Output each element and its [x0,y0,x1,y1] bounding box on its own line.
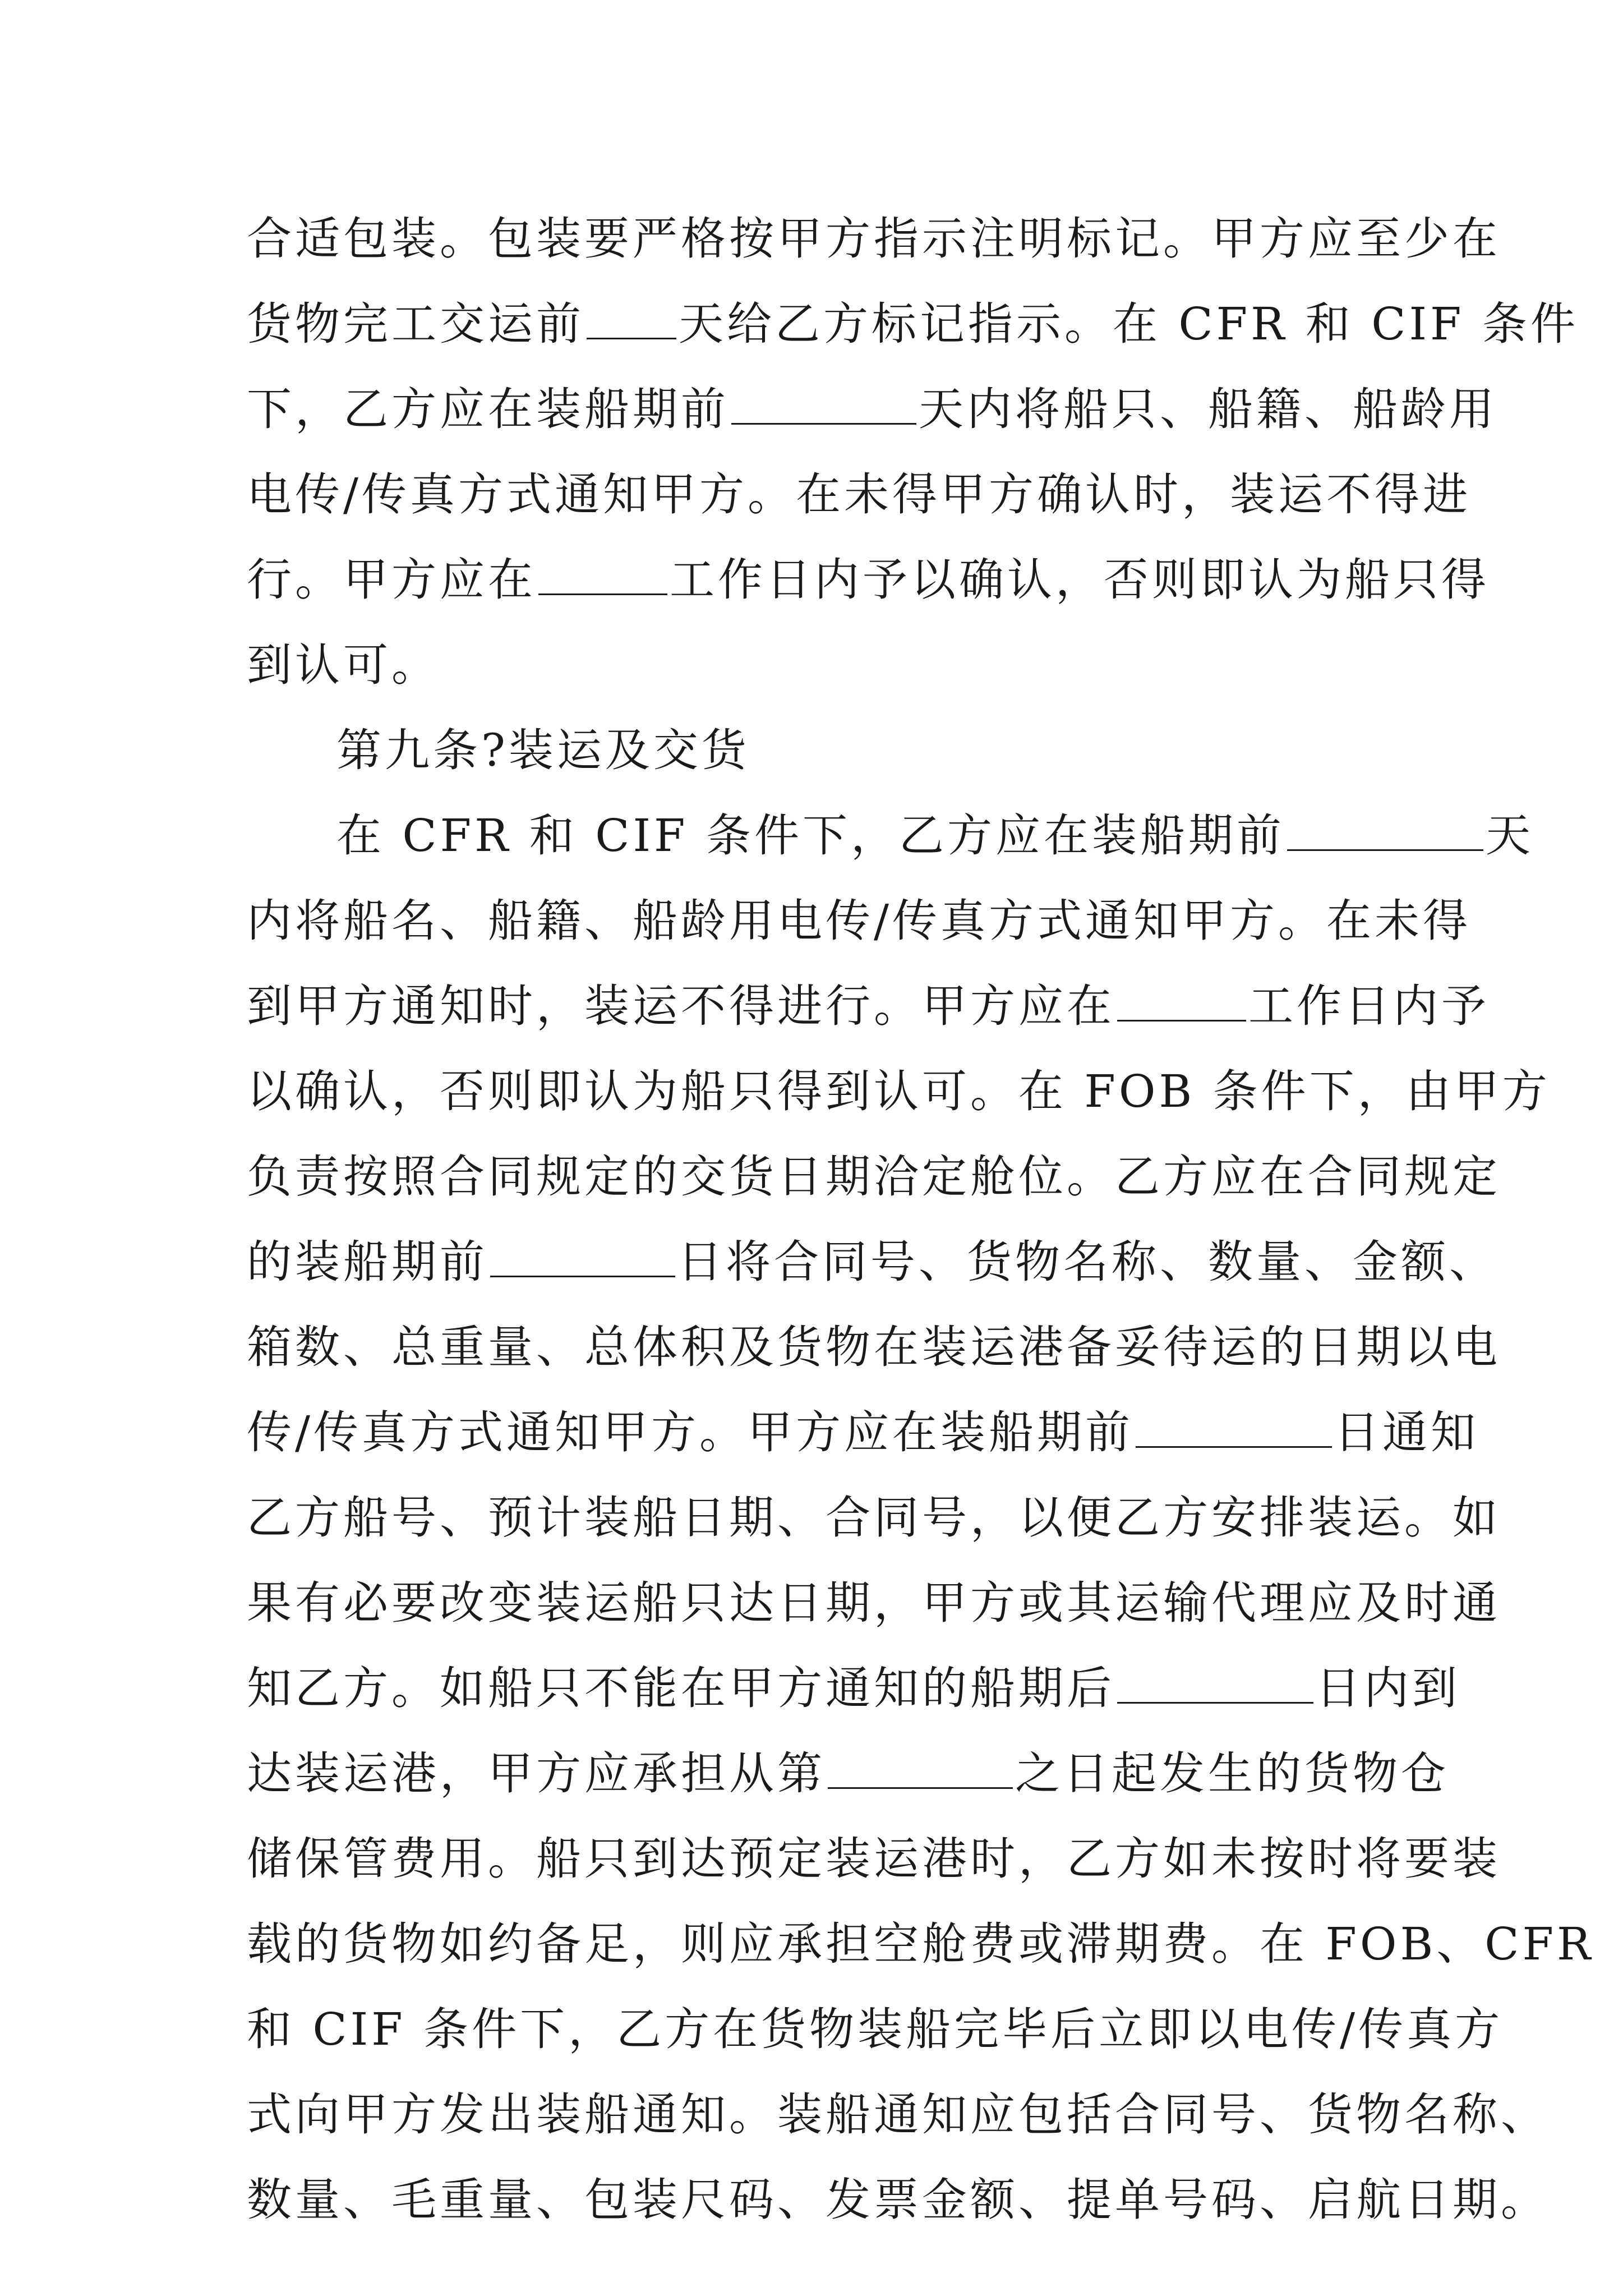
text-line: 知乙方。如船只不能在甲方通知的船期后 日内到 [247,1646,1380,1731]
text-line: 乙方船号、预计装船日期、合同号，以便乙方安排装运。如 [247,1492,1501,1544]
text-line: 和 CIF 条件下，乙方在货物装船完毕后立即以电传/传真方 [247,2003,1504,2055]
fill-in-blank [1136,1401,1332,1448]
text-line: 合适包装。包装要严格按甲方指示注明标记。甲方应至少在 [247,213,1501,265]
fill-in-blank [731,378,916,425]
text-line: 传/传真方式通知甲方。甲方应在装船期前 日通知 [247,1390,1380,1475]
text-line: 式向甲方发出装船通知。装船通知应包括合同号、货物名称、 [247,2088,1549,2141]
text-line: 电传/传真方式通知甲方。在未得甲方确认时，装运不得进 [247,468,1471,521]
text-line: 内将船名、船籍、船龄用电传/传真方式通知甲方。在未得 [247,895,1471,947]
text-line: 储保管费用。船只到达预定装运港时，乙方如未按时将要装 [247,1833,1501,1885]
fill-in-blank [828,1742,1013,1789]
text-line: 到甲方通知时，装运不得进行。甲方应在 工作日内予 [247,964,1380,1049]
text-line: 数量、毛重量、包装尺码、发票金额、提单号码、启航日期。 [247,2174,1549,2226]
text-line: 的装船期前 日将合同号、货物名称、数量、金额、 [247,1220,1380,1305]
text-line: 以确认，否则即认为船只得到认可。在 FOB 条件下，由甲方 [247,1065,1551,1117]
text-line: 到认可。 [247,639,440,691]
text-line: 下，乙方应在装船期前 天内将船只、船籍、船龄用 [247,367,1380,452]
fill-in-blank [538,549,667,595]
text-line: 在 CFR 和 CIF 条件下，乙方应在装船期前 天 [247,793,1380,878]
fill-in-blank [1117,1657,1313,1704]
section-heading: 第九条?装运及交货 [336,724,750,776]
text-line: 货物完工交运前 天给乙方标记指示。在 CFR 和 CIF 条件 [247,282,1380,367]
text-line: 负责按照合同规定的交货日期洽定舱位。乙方应在合同规定 [247,1151,1501,1203]
text-line: 达装运港，甲方应承担从第 之日起发生的货物仓 [247,1731,1380,1816]
text-line: 果有必要改变装运船只达日期，甲方或其运输代理应及时通 [247,1577,1501,1629]
fill-in-blank [1117,975,1246,1022]
fill-in-blank [490,1231,675,1277]
text-line: 行。甲方应在 工作日内予以确认，否则即认为船只得 [247,537,1380,623]
fill-in-blank [1287,804,1483,851]
text-line: 箱数、总重量、总体积及货物在装运港备妥待运的日期以电 [247,1321,1501,1373]
fill-in-blank [587,293,676,339]
document-body [247,196,1594,2243]
text-line: 载的货物如约备足，则应承担空舱费或滞期费。在 FOB、CFR [247,1918,1594,1970]
